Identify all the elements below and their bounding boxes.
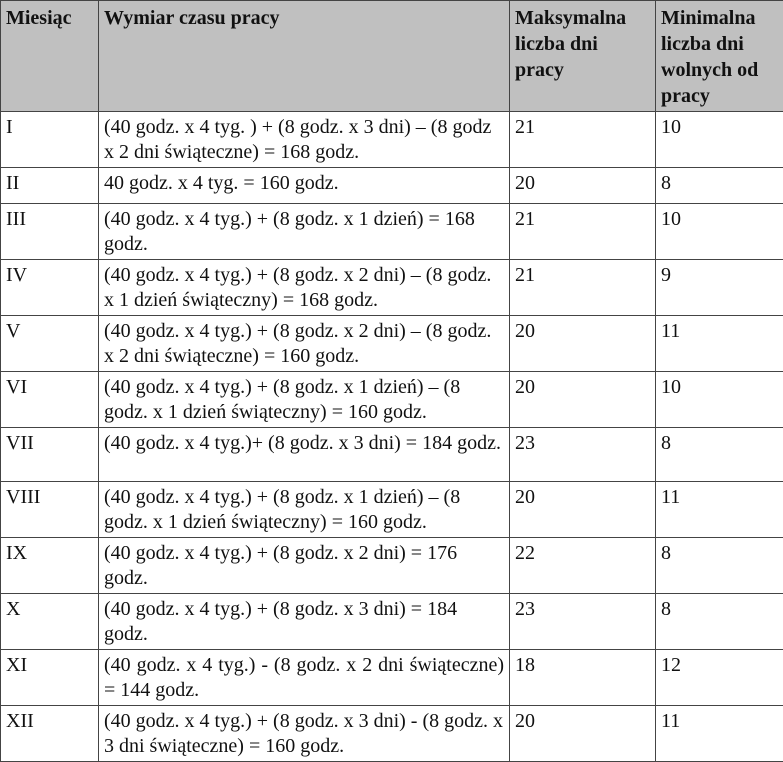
table-row <box>1 706 783 762</box>
header-month: Miesiąc <box>1 1 99 112</box>
cell-hours: (40 godz. x 4 tyg.) + (8 godz. x 3 dni) - (8 godz. x 3 dni świąteczne) = 160 godz. <box>99 706 510 762</box>
cell-min-days-off: 8 <box>656 594 783 650</box>
cell-month: VII <box>1 428 99 482</box>
cell-min-days-off: 11 <box>656 706 783 762</box>
cell-max-work-days: 20 <box>510 372 656 428</box>
table-row <box>1 372 783 428</box>
header-max-work-days: Maksymalna liczba dni pracy <box>510 1 656 112</box>
cell-month: II <box>1 168 99 204</box>
cell-min-days-off: 10 <box>656 372 783 428</box>
cell-hours: (40 godz. x 4 tyg.) + (8 godz. x 2 dni) = 176 godz. <box>99 538 510 594</box>
cell-hours: (40 godz. x 4 tyg.) - (8 godz. x 2 dni świąteczne) = 144 godz. <box>99 650 510 706</box>
header-min-days-off: Minimalna liczba dni wolnych od pracy <box>656 1 783 112</box>
cell-min-days-off: 8 <box>656 428 783 482</box>
cell-max-work-days: 20 <box>510 168 656 204</box>
cell-hours: (40 godz. x 4 tyg.) + (8 godz. x 1 dzień) = 168 godz. <box>99 204 510 260</box>
cell-month: I <box>1 112 99 168</box>
cell-min-days-off: 9 <box>656 260 783 316</box>
cell-hours: 40 godz. x 4 tyg. = 160 godz. <box>99 168 510 204</box>
cell-month: XI <box>1 650 99 706</box>
cell-min-days-off: 8 <box>656 538 783 594</box>
cell-max-work-days: 21 <box>510 260 656 316</box>
cell-month: IV <box>1 260 99 316</box>
cell-max-work-days: 20 <box>510 316 656 372</box>
cell-month: V <box>1 316 99 372</box>
table-row <box>1 112 783 168</box>
cell-month: X <box>1 594 99 650</box>
cell-hours: (40 godz. x 4 tyg.) + (8 godz. x 1 dzień) – (8 godz. x 1 dzień świąteczny) = 160 godz. <box>99 372 510 428</box>
cell-min-days-off: 10 <box>656 204 783 260</box>
cell-month: IX <box>1 538 99 594</box>
header-row <box>1 1 783 112</box>
cell-max-work-days: 23 <box>510 594 656 650</box>
table-row <box>1 260 783 316</box>
cell-max-work-days: 21 <box>510 204 656 260</box>
table-row <box>1 204 783 260</box>
table-row <box>1 428 783 482</box>
header-working-time: Wymiar czasu pracy <box>99 1 510 112</box>
table-row <box>1 482 783 538</box>
table-row <box>1 538 783 594</box>
cell-month: III <box>1 204 99 260</box>
cell-min-days-off: 10 <box>656 112 783 168</box>
table-row <box>1 316 783 372</box>
cell-hours: (40 godz. x 4 tyg.) + (8 godz. x 1 dzień) – (8 godz. x 1 dzień świąteczny) = 160 godz. <box>99 482 510 538</box>
cell-max-work-days: 20 <box>510 482 656 538</box>
table-row <box>1 594 783 650</box>
cell-hours: (40 godz. x 4 tyg.) + (8 godz. x 2 dni) – (8 godz. x 2 dni świąteczne) = 160 godz. <box>99 316 510 372</box>
cell-hours: (40 godz. x 4 tyg. ) + (8 godz. x 3 dni) – (8 godz x 2 dni świąteczne) = 168 godz. <box>99 112 510 168</box>
cell-hours: (40 godz. x 4 tyg.)+ (8 godz. x 3 dni) = 184 godz. <box>99 428 510 482</box>
table-row <box>1 650 783 706</box>
cell-min-days-off: 12 <box>656 650 783 706</box>
cell-min-days-off: 8 <box>656 168 783 204</box>
cell-max-work-days: 23 <box>510 428 656 482</box>
cell-month: VIII <box>1 482 99 538</box>
cell-hours: (40 godz. x 4 tyg.) + (8 godz. x 3 dni) = 184 godz. <box>99 594 510 650</box>
cell-month: VI <box>1 372 99 428</box>
cell-month: XII <box>1 706 99 762</box>
cell-max-work-days: 22 <box>510 538 656 594</box>
cell-max-work-days: 20 <box>510 706 656 762</box>
cell-max-work-days: 18 <box>510 650 656 706</box>
cell-min-days-off: 11 <box>656 316 783 372</box>
cell-min-days-off: 11 <box>656 482 783 538</box>
cell-hours: (40 godz. x 4 tyg.) + (8 godz. x 2 dni) – (8 godz. x 1 dzień świąteczny) = 168 godz. <box>99 260 510 316</box>
cell-max-work-days: 21 <box>510 112 656 168</box>
table-row <box>1 168 783 204</box>
